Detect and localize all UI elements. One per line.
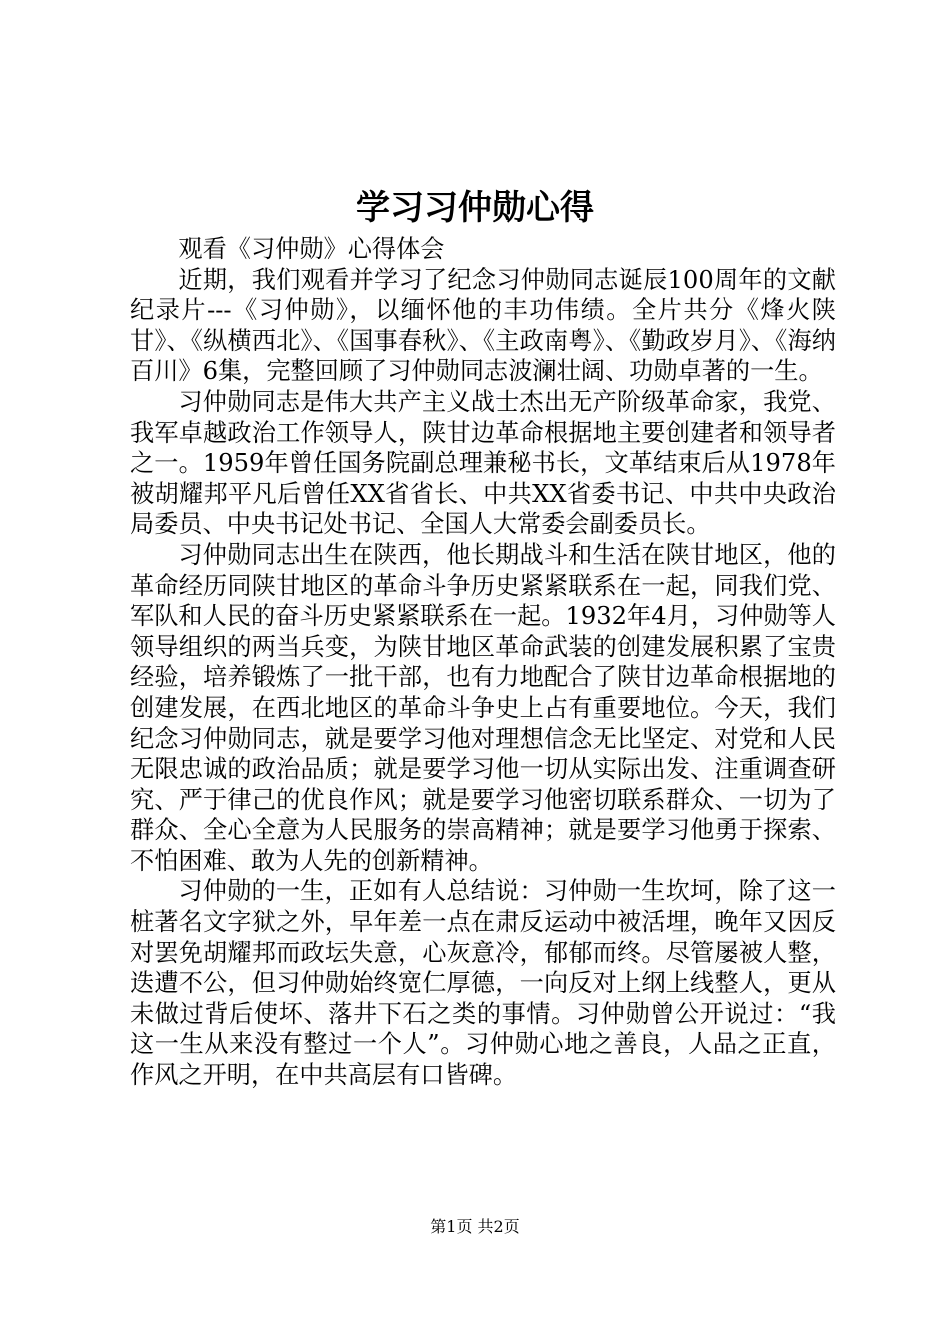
document-title: 学习习仲勋心得: [356, 188, 594, 228]
paragraph-2: 习仲勋同志是伟大共产主义战士杰出无产阶级革命家，我党、我军卓越政治工作领导人，陕甘边革命根据地主要创建者和领导者之一。1959年曾任国务院副总理兼秘书长，文革结束后从1978年被胡耀邦平凡后曾任XX省省长、中共XX省委书记、中共中央政治局委员、中央书记处书记、全国人大常委会副委员长。: [130, 387, 836, 539]
document-subtitle: 观看《习仲勋》心得体会: [178, 235, 445, 263]
paragraph-3: 习仲勋同志出生在陕西，他长期战斗和生活在陕甘地区，他的革命经历同陕甘地区的革命斗争历史紧紧联系在一起，同我们党、军队和人民的奋斗历史紧紧联系在一起。1932年4月，习仲勋等人领导组织的两当兵变，为陕甘地区革命武装的创建发展积累了宝贵经验，培养锻炼了一批干部，也有力地配合了陕甘边革命根据地的创建发展，在西北地区的革命斗争史上占有重要地位。今天，我们纪念习仲勋同志，就是要学习他对理想信念无比坚定、对党和人民无限忠诚的政治品质；就是要学习他一切从实际出发、注重调查研究、严于律己的优良作风；就是要学习他密切联系群众、一切为了群众、全心全意为人民服务的崇高精神；就是要学习他勇于探索、不怕困难、敢为人先的创新精神。: [130, 540, 836, 875]
document-body: [130, 234, 836, 1091]
page-footer: 第1页 共2页: [430, 1217, 520, 1236]
paragraph-4: 习仲勋的一生，正如有人总结说：习仲勋一生坎坷，除了这一桩著名文字狱之外，早年差一点在肃反运动中被活埋，晚年又因反对罢免胡耀邦而政坛失意，心灰意冷，郁郁而终。尽管屡被人整，迭遭不公，但习仲勋始终宽仁厚德，一向反对上纲上线整人，更从未做过背后使坏、落井下石之类的事情。习仲勋曾公开说过：“我这一生从来没有整过一个人”。习仲勋心地之善良，人品之正直，作风之开明，在中共高层有口皆碑。: [130, 877, 836, 1090]
paragraph-1: 近期，我们观看并学习了纪念习仲勋同志诞辰100周年的文献纪录片---《习仲勋》，以缅怀他的丰功伟绩。全片共分《烽火陕甘》、《纵横西北》、《国事春秋》、《主政南粤》、《勤政岁月》、《海纳百川》6集，完整回顾了习仲勋同志波澜壮阔、功勋卓著的一生。: [130, 265, 836, 386]
